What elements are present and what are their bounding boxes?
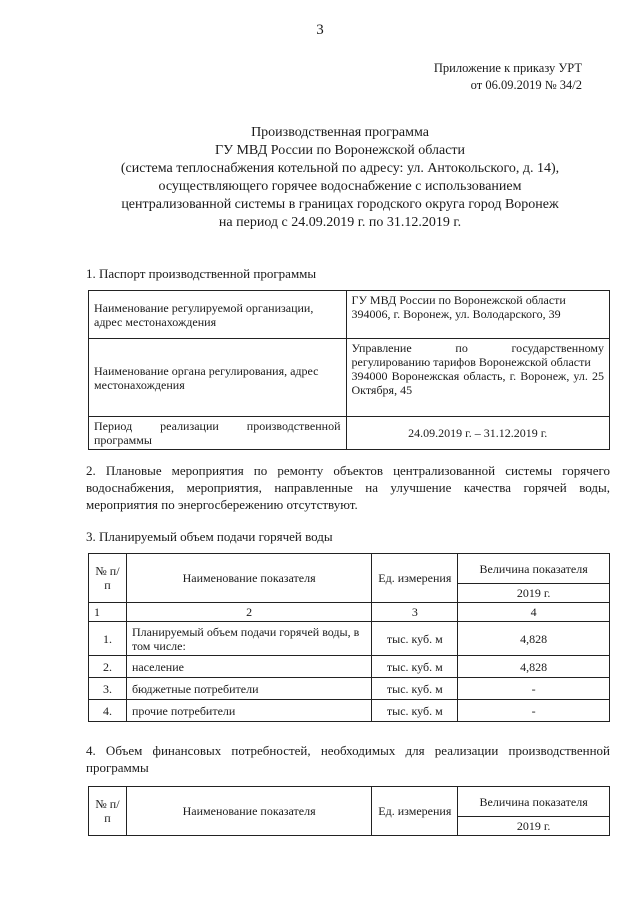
row-unit: тыс. куб. м: [372, 700, 458, 722]
table-row: [89, 417, 610, 450]
value-line: 394006, г. Воронеж, ул. Володарского, 39: [351, 307, 561, 321]
col-number: 2: [126, 603, 371, 622]
header-value: Величина показателя: [458, 787, 610, 817]
title-line-6: на период с 24.09.2019 г. по 31.12.2019 г.: [218, 215, 462, 230]
row-unit: тыс. куб. м: [372, 656, 458, 678]
document-title: [60, 124, 620, 232]
table-row: [89, 291, 610, 339]
table-row: [89, 339, 610, 417]
appendix-line-1: Приложение к приказу УРТ: [433, 61, 582, 75]
row-name: Планируемый объем подачи горячей воды, в том числе:: [126, 622, 371, 656]
financial-needs-table: [88, 786, 610, 836]
row-num: 1.: [89, 622, 127, 656]
header-name: Наименование показателя: [126, 554, 371, 603]
title-line-3: (система теплоснабжения котельной по адресу: ул. Антокольского, д. 14),: [120, 161, 560, 176]
title-line-5: централизованной системы в границах городского округа город Воронеж: [121, 197, 559, 212]
row-name: бюджетные потребители: [126, 678, 371, 700]
passport-value: [346, 291, 610, 339]
table-row: [89, 656, 610, 678]
row-num: 3.: [89, 678, 127, 700]
column-number-row: [89, 603, 610, 622]
value-line: ГУ МВД России по Воронежской области: [351, 293, 566, 307]
table-row: [89, 700, 610, 722]
table-row: [89, 678, 610, 700]
header-num: № п/п: [89, 787, 127, 836]
header-row: [89, 787, 610, 817]
row-num: 4.: [89, 700, 127, 722]
page-number: 3: [316, 22, 324, 38]
value-line: Управление по государственному регулированию тарифов Воронежской области: [351, 341, 604, 369]
title-line-1: Производственная программа: [251, 125, 429, 140]
row-name: прочие потребители: [126, 700, 371, 722]
row-value: 4,828: [458, 622, 610, 656]
appendix-note: [434, 60, 582, 94]
row-unit: тыс. куб. м: [372, 678, 458, 700]
header-year: 2019 г.: [458, 584, 610, 603]
row-value: -: [458, 678, 610, 700]
section-3-heading: 3. Планируемый объем подачи горячей воды: [86, 529, 333, 544]
row-unit: тыс. куб. м: [372, 622, 458, 656]
section-4-heading: 4. Объем финансовых потребностей, необходимых для реализации производственной программы: [86, 743, 610, 775]
passport-value: [346, 339, 610, 417]
hot-water-volume-table: [88, 553, 610, 722]
table-row: [89, 622, 610, 656]
passport-label: Наименование органа регулирования, адрес местонахождения: [89, 339, 347, 417]
header-name: Наименование показателя: [126, 787, 371, 836]
title-line-2: ГУ МВД России по Воронежской области: [214, 143, 466, 158]
col-number: 1: [89, 603, 127, 622]
row-name: население: [126, 656, 371, 678]
title-line-4: осуществляющего горячее водоснабжение с использованием: [158, 179, 522, 194]
col-number: 3: [372, 603, 458, 622]
header-row: [89, 554, 610, 584]
section-1-heading: 1. Паспорт производственной программы: [86, 266, 317, 281]
col-number: 4: [458, 603, 610, 622]
value-line: 394000 Воронежская область, г. Воронеж, ул. 25 Октября, 45: [351, 369, 604, 397]
passport-table: [88, 290, 610, 450]
appendix-line-2: от 06.09.2019 № 34/2: [470, 78, 582, 92]
passport-label: Наименование регулируемой организации, адрес местонахождения: [89, 291, 347, 339]
row-value: 4,828: [458, 656, 610, 678]
header-unit: Ед. измерения: [372, 787, 458, 836]
section-2-text: 2. Плановые мероприятия по ремонту объектов централизованной системы горячего водоснабжения, мероприятия, направленные на улучшение качества горячей воды, мероприятия по энергосбережению отсутствуют.: [86, 463, 610, 512]
row-value: -: [458, 700, 610, 722]
header-year: 2019 г.: [458, 817, 610, 836]
header-unit: Ед. измерения: [372, 554, 458, 603]
row-num: 2.: [89, 656, 127, 678]
passport-value: 24.09.2019 г. – 31.12.2019 г.: [346, 417, 610, 450]
header-value: Величина показателя: [458, 554, 610, 584]
passport-label: Период реализации производственной программы: [89, 417, 347, 450]
header-num: № п/п: [89, 554, 127, 603]
